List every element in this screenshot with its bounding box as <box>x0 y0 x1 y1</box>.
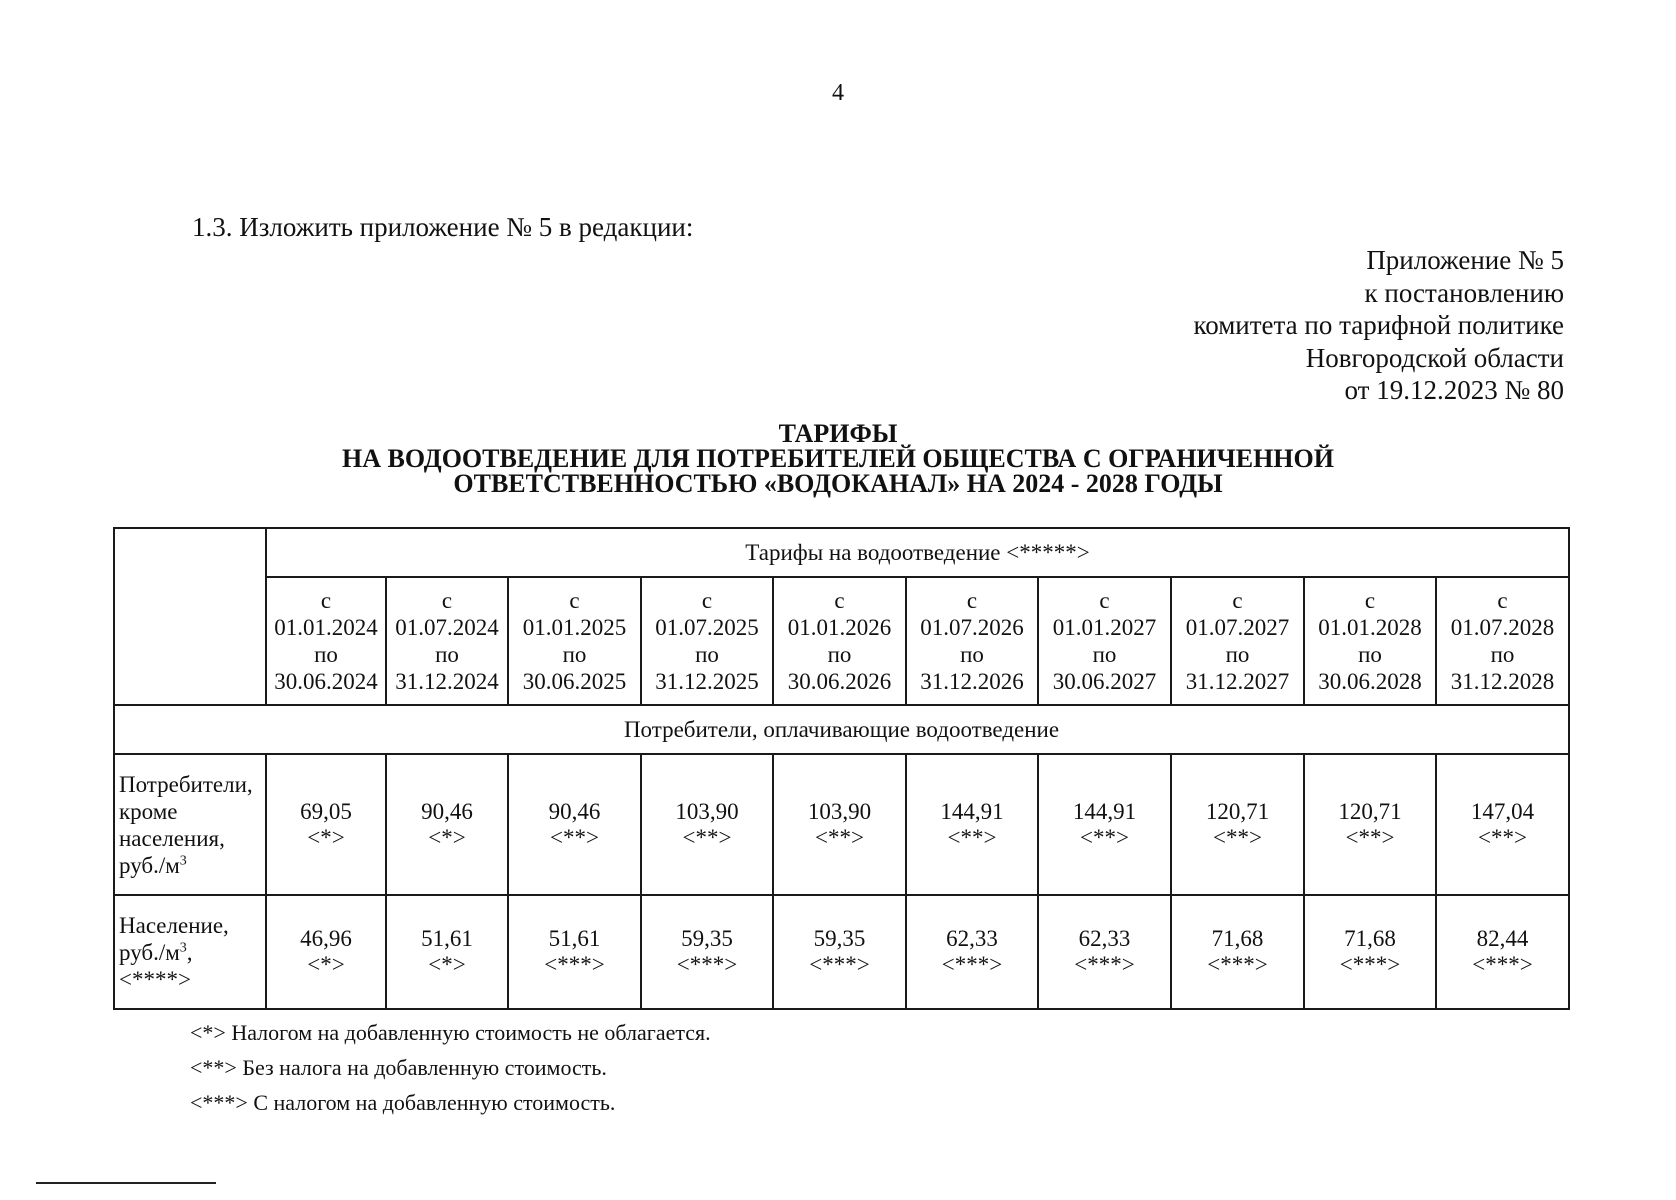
tariff-value: 82,44 <box>1476 926 1529 951</box>
appendix-line: к постановлению <box>1364 277 1564 308</box>
period-text: по <box>695 642 719 667</box>
tax-mark: <*> <box>307 824 345 850</box>
period-text: с <box>441 588 453 613</box>
footnote: <*> Налогом на добавленную стоимость не облагается. <box>190 1020 711 1045</box>
period-text: по <box>1358 642 1382 667</box>
tax-mark: <***> <box>544 952 605 977</box>
period-header <box>1171 577 1304 705</box>
tariff-value-cell <box>1304 754 1436 895</box>
tariff-value-cell <box>1171 754 1304 895</box>
period-header <box>641 577 773 705</box>
period-text: 30.06.2027 <box>1052 669 1157 694</box>
row-label <box>114 754 266 895</box>
tariff-value-cell <box>266 895 386 1009</box>
tariff-value: 120,71 <box>1338 798 1402 824</box>
document-title <box>0 421 1676 496</box>
period-text: с <box>1232 588 1243 613</box>
tariff-value: 62,33 <box>946 926 998 951</box>
tariff-value-cell <box>641 754 773 895</box>
table-row <box>114 754 1569 895</box>
tax-mark: <*> <box>428 824 466 850</box>
tariff-value: 120,71 <box>1205 798 1270 824</box>
period-text: по <box>1092 642 1117 667</box>
tariff-value-cell <box>1038 754 1171 895</box>
period-text: 01.07.2027 <box>1185 615 1290 640</box>
period-header <box>906 577 1038 705</box>
tax-mark: <**> <box>1478 824 1527 850</box>
unit-superscript: 3 <box>179 939 187 955</box>
title-line: ОТВЕТСТВЕННОСТЬЮ «ВОДОКАНАЛ» НА 2024 - 2028 ГОДЫ <box>453 469 1223 498</box>
tariff-value: 69,05 <box>300 798 352 824</box>
period-text: 01.07.2028 <box>1450 615 1555 640</box>
row-label-line: Потребители, <box>119 771 253 797</box>
tax-mark: <**> <box>947 824 997 850</box>
period-header <box>386 577 508 705</box>
period-header <box>1038 577 1171 705</box>
section-row <box>114 705 1569 754</box>
tariff-value: 90,46 <box>548 798 601 824</box>
period-text: 01.07.2026 <box>920 615 1024 640</box>
row-label-line: кроме <box>119 798 178 824</box>
period-header <box>1436 577 1569 705</box>
tariff-value-cell <box>1436 754 1569 895</box>
tariff-value: 144,91 <box>940 798 1004 824</box>
tariff-value-cell <box>386 895 508 1009</box>
section-title: Потребители, оплачивающие водоотведение <box>114 705 1569 754</box>
tariff-value: 59,35 <box>681 926 733 951</box>
tariff-value-cell <box>1038 895 1171 1009</box>
tariff-value-cell <box>508 754 641 895</box>
tax-mark: <***> <box>1339 952 1401 977</box>
tax-mark: <***> <box>1207 952 1268 977</box>
footnote: <***> С налогом на добавленную стоимость. <box>190 1090 616 1115</box>
period-text: по <box>960 642 984 667</box>
tariff-value-cell <box>773 895 906 1009</box>
row-label <box>114 895 266 1009</box>
period-header <box>773 577 906 705</box>
period-text: 30.06.2026 <box>787 669 892 694</box>
tariff-value: 103,90 <box>675 798 739 824</box>
period-text: по <box>435 642 459 667</box>
tax-mark: <**> <box>1080 824 1129 850</box>
period-text: 31.12.2028 <box>1450 669 1555 694</box>
tariff-value-cell <box>1304 895 1436 1009</box>
tariff-value-cell <box>906 895 1038 1009</box>
row-label-line: руб./м <box>119 939 180 965</box>
appendix-line: Новгородской области <box>1305 342 1564 373</box>
period-text: по <box>314 642 338 667</box>
tax-mark: <***> <box>1074 952 1135 977</box>
period-text: 31.12.2027 <box>1185 669 1290 694</box>
period-text: с <box>569 588 580 613</box>
tax-mark: <**> <box>1213 824 1262 850</box>
table-row <box>114 895 1569 1009</box>
tariff-value: 51,61 <box>548 926 601 951</box>
tariff-value-cell <box>773 754 906 895</box>
tax-mark: <**> <box>815 824 864 850</box>
period-text: с <box>701 588 713 613</box>
period-text: 30.06.2024 <box>274 669 378 694</box>
title-line: ТАРИФЫ <box>778 419 898 448</box>
period-text: 31.12.2024 <box>395 669 499 694</box>
tariff-value: 62,33 <box>1078 926 1131 951</box>
period-text: 01.01.2025 <box>522 615 627 640</box>
tariff-value: 59,35 <box>813 926 866 951</box>
tariff-value: 90,46 <box>421 798 473 824</box>
period-text: с <box>1497 588 1508 613</box>
period-text: по <box>562 642 587 667</box>
period-text: с <box>966 588 978 613</box>
tariff-value: 103,90 <box>807 798 872 824</box>
corner-cell <box>114 528 266 705</box>
tariff-value: 46,96 <box>300 926 352 951</box>
appendix-line: от 19.12.2023 № 80 <box>1344 375 1564 405</box>
appendix-line: Приложение № 5 <box>1366 245 1564 275</box>
row-label-line: Население, <box>119 912 229 938</box>
tax-mark: <**> <box>1345 824 1395 850</box>
tariff-value-cell <box>1436 895 1569 1009</box>
period-header <box>266 577 386 705</box>
tax-mark: <***> <box>676 952 738 977</box>
period-text: с <box>1364 588 1376 613</box>
period-text: 01.07.2025 <box>655 615 759 640</box>
group-header: Тарифы на водоотведение <*****> <box>266 528 1569 577</box>
tariff-value: 144,91 <box>1072 798 1137 824</box>
unit-superscript: 3 <box>179 852 187 868</box>
period-text: по <box>827 642 852 667</box>
header-row-group <box>114 528 1569 577</box>
period-text: по <box>1225 642 1250 667</box>
appendix-line: комитета по тарифной политике <box>1193 310 1564 340</box>
tax-mark: <***> <box>809 952 870 977</box>
appendix-reference <box>1193 244 1564 407</box>
period-text: 31.12.2026 <box>920 669 1024 694</box>
tariff-value-cell <box>641 895 773 1009</box>
tariff-value: 71,68 <box>1344 926 1396 951</box>
tariff-value: 71,68 <box>1211 926 1264 951</box>
period-text: 30.06.2025 <box>522 669 627 694</box>
tax-mark: <***> <box>941 952 1003 977</box>
tariff-value: 147,04 <box>1470 798 1535 824</box>
page-number: 4 <box>832 80 844 106</box>
tariff-value-cell <box>1171 895 1304 1009</box>
row-label-line: населения, <box>119 825 225 851</box>
period-header <box>1304 577 1436 705</box>
period-text: 01.01.2027 <box>1052 615 1157 640</box>
tariff-value-cell <box>508 895 641 1009</box>
period-text: по <box>1490 642 1515 667</box>
row-label-line: руб./м <box>119 852 180 878</box>
tariff-value-cell <box>266 754 386 895</box>
footnotes <box>190 1015 711 1120</box>
tax-mark: <**> <box>550 824 599 850</box>
period-header <box>508 577 641 705</box>
row-label-line: <****> <box>119 966 191 992</box>
title-line: НА ВОДООТВЕДЕНИЕ ДЛЯ ПОТРЕБИТЕЛЕЙ ОБЩЕСТВА С ОГРАНИЧЕННОЙ <box>342 444 1334 473</box>
period-text: 01.01.2028 <box>1318 615 1422 640</box>
tax-mark: <*> <box>428 952 466 977</box>
period-text: 31.12.2025 <box>655 669 759 694</box>
intro-paragraph: 1.3. Изложить приложение № 5 в редакции: <box>192 212 694 242</box>
tax-mark: <**> <box>682 824 732 850</box>
tax-mark: <*> <box>307 952 345 977</box>
label-comma: , <box>186 939 193 965</box>
period-text: с <box>834 588 845 613</box>
tariff-value-cell <box>906 754 1038 895</box>
tariff-table <box>113 527 1570 1010</box>
period-text: 01.01.2024 <box>274 615 378 640</box>
period-text: 30.06.2028 <box>1318 669 1422 694</box>
header-row-periods <box>114 577 1569 705</box>
tax-mark: <***> <box>1472 952 1533 977</box>
period-text: с <box>1099 588 1110 613</box>
bottom-rule <box>36 1182 216 1184</box>
tariff-value: 51,61 <box>421 926 473 951</box>
tariff-value-cell <box>386 754 508 895</box>
footnote: <**> Без налога на добавленную стоимость. <box>190 1055 607 1080</box>
period-text: 01.07.2024 <box>395 615 499 640</box>
period-text: с <box>320 588 332 613</box>
period-text: 01.01.2026 <box>787 615 892 640</box>
